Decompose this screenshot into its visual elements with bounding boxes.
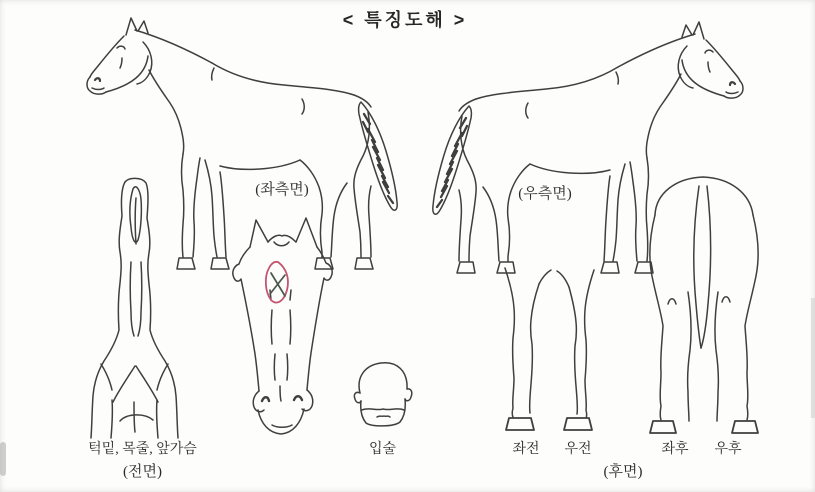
label-rear-view: (후면) bbox=[603, 464, 643, 480]
label-right-side-view: (우측면) bbox=[518, 186, 572, 202]
label-front-view-parts: 턱밑, 목줄, 앞가슴 bbox=[88, 442, 197, 457]
label-left-hind: 좌후 bbox=[661, 442, 689, 457]
label-front-view: (전면) bbox=[123, 464, 162, 480]
marking-x bbox=[270, 273, 285, 296]
scan-smudge-left bbox=[0, 442, 6, 476]
front-view-neck-chest bbox=[91, 178, 178, 438]
rear-view bbox=[650, 177, 758, 433]
side-view-horse-left bbox=[87, 18, 397, 269]
scan-smudge-right bbox=[811, 298, 815, 418]
side-view-horse-right bbox=[433, 22, 743, 273]
label-right-fore: 우전 bbox=[564, 442, 592, 457]
page-title: < 특징도해 > bbox=[342, 10, 468, 30]
front-legs-view bbox=[505, 268, 594, 430]
label-left-side-view: (좌측면) bbox=[255, 182, 309, 198]
head-front-view bbox=[233, 218, 332, 434]
label-muzzle: 입술 bbox=[368, 442, 397, 457]
muzzle-front-view bbox=[354, 363, 411, 426]
label-left-fore: 좌전 bbox=[512, 442, 540, 457]
label-right-hind: 우후 bbox=[714, 442, 742, 457]
